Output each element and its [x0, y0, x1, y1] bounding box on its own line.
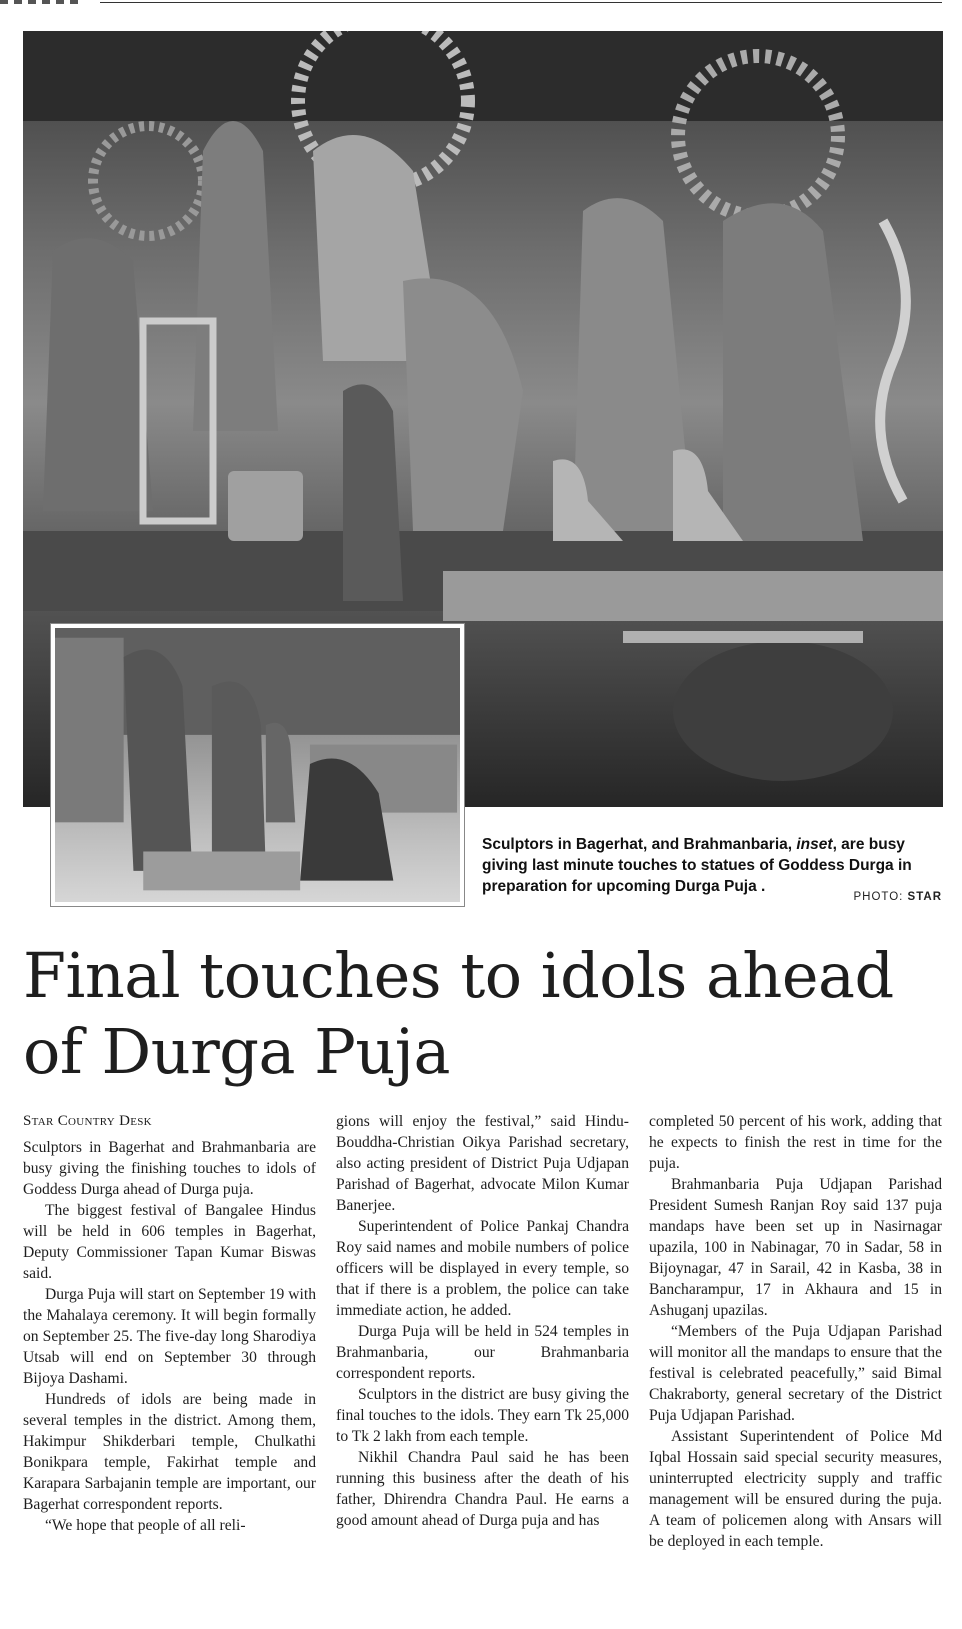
caption-italic: inset	[796, 836, 833, 853]
paragraph: gions will enjoy the festival,” said Hindu-Bouddha-Christian Oikya Parishad secretary, also acting president of District Puja Udjapan Parishad of Bagerhat, advocate Milon Kumar Banerjee.	[336, 1113, 629, 1214]
photo-credit	[853, 891, 942, 903]
paragraph: Brahmanbaria Puja Udjapan Parishad President Sumesh Ranjan Roy said 137 puja mandaps have been set up in Nasirnagar upazila, 100 in Nabinagar, 70 in Sadar, 58 in Bijoynagar, 47 in Sarail, 42 in Kasba, 38 in Bancharampur, 17 in Akhaura and 15 in Ashuganj upazilas.	[649, 1176, 942, 1319]
page-edge-marker	[0, 0, 80, 4]
top-rule	[100, 2, 942, 3]
inset-photo-sculptors-brahmanbaria	[51, 624, 464, 906]
paragraph: Durga Puja will be held in 524 temples in Brahmanbaria, our Brahmanbaria correspondent reports.	[336, 1323, 629, 1382]
paragraph: The biggest festival of Bangalee Hindus will be held in 606 temples in Bagerhat, Deputy Commissioner Tapan Kumar Biswas said.	[23, 1202, 316, 1282]
paragraph: Sculptors in Bagerhat and Brahmanbaria are busy giving the finishing touches to idols of Goddess Durga ahead of Durga puja.	[23, 1139, 316, 1198]
paragraph: Superintendent of Police Pankaj Chandra Roy said names and mobile numbers of police officers will be displayed in every temple, so that if there is a problem, the police can take immediate action, he added.	[336, 1218, 629, 1319]
photo-caption	[482, 834, 944, 897]
article-column-1	[23, 1111, 316, 1552]
headline: Final touches to idols ahead of Durga Puja	[23, 939, 894, 1088]
paragraph: Sculptors in the district are busy giving the final touches to the idols. They earn Tk 25,000 to Tk 2 lakh from each temple.	[336, 1386, 629, 1445]
paragraph: completed 50 percent of his work, adding that he expects to finish the rest in time for the puja.	[649, 1113, 942, 1172]
article-column-3	[649, 1111, 942, 1552]
byline: Star Country Desk	[23, 1113, 152, 1129]
credit-source: STAR	[907, 891, 942, 903]
paragraph: Durga Puja will start on September 19 with the Mahalaya ceremony. It will begin formally on September 25. The five-day long Sharodiya Utsab will end on September 30 through Bijoya Dashami.	[23, 1286, 316, 1387]
article-body	[23, 1111, 943, 1552]
paragraph: Hundreds of idols are being made in several temples in the district. Among them, Hakimpur Shikderbari temple, Chulkathi Bonikpara temple, Fakirhat temple and Karapara Sarbajanin temple are important, our Bagerhat correspondent reports.	[23, 1391, 316, 1513]
paragraph: “We hope that people of all reli-	[45, 1517, 246, 1534]
caption-text-1: Sculptors in Bagerhat, and Brahmanbaria,	[482, 836, 797, 853]
caption-text-2: , are busy giving last minute touches to statues of Goddess Durga in preparation for upcoming Durga Puja .	[482, 836, 912, 895]
paragraph: Assistant Superintendent of Police Md Iqbal Hossain said special security measures, uninterrupted electricity supply and traffic management will be ensured during the puja. A team of policemen along with Ansars will be deployed in each temple.	[649, 1428, 942, 1550]
paragraph: Nikhil Chandra Paul said he has been running this business after the death of his father, Dhirendra Chandra Paul. He earns a good amount ahead of Durga puja and has	[336, 1449, 629, 1529]
article-column-2	[336, 1111, 629, 1552]
paragraph: “Members of the Puja Udjapan Parishad will monitor all the mandaps to ensure that the festival is celebrated peacefully,” said Bimal Chakraborty, general secretary of the District Puja Udjapan Parishad.	[649, 1323, 942, 1424]
credit-label: PHOTO:	[853, 891, 908, 903]
